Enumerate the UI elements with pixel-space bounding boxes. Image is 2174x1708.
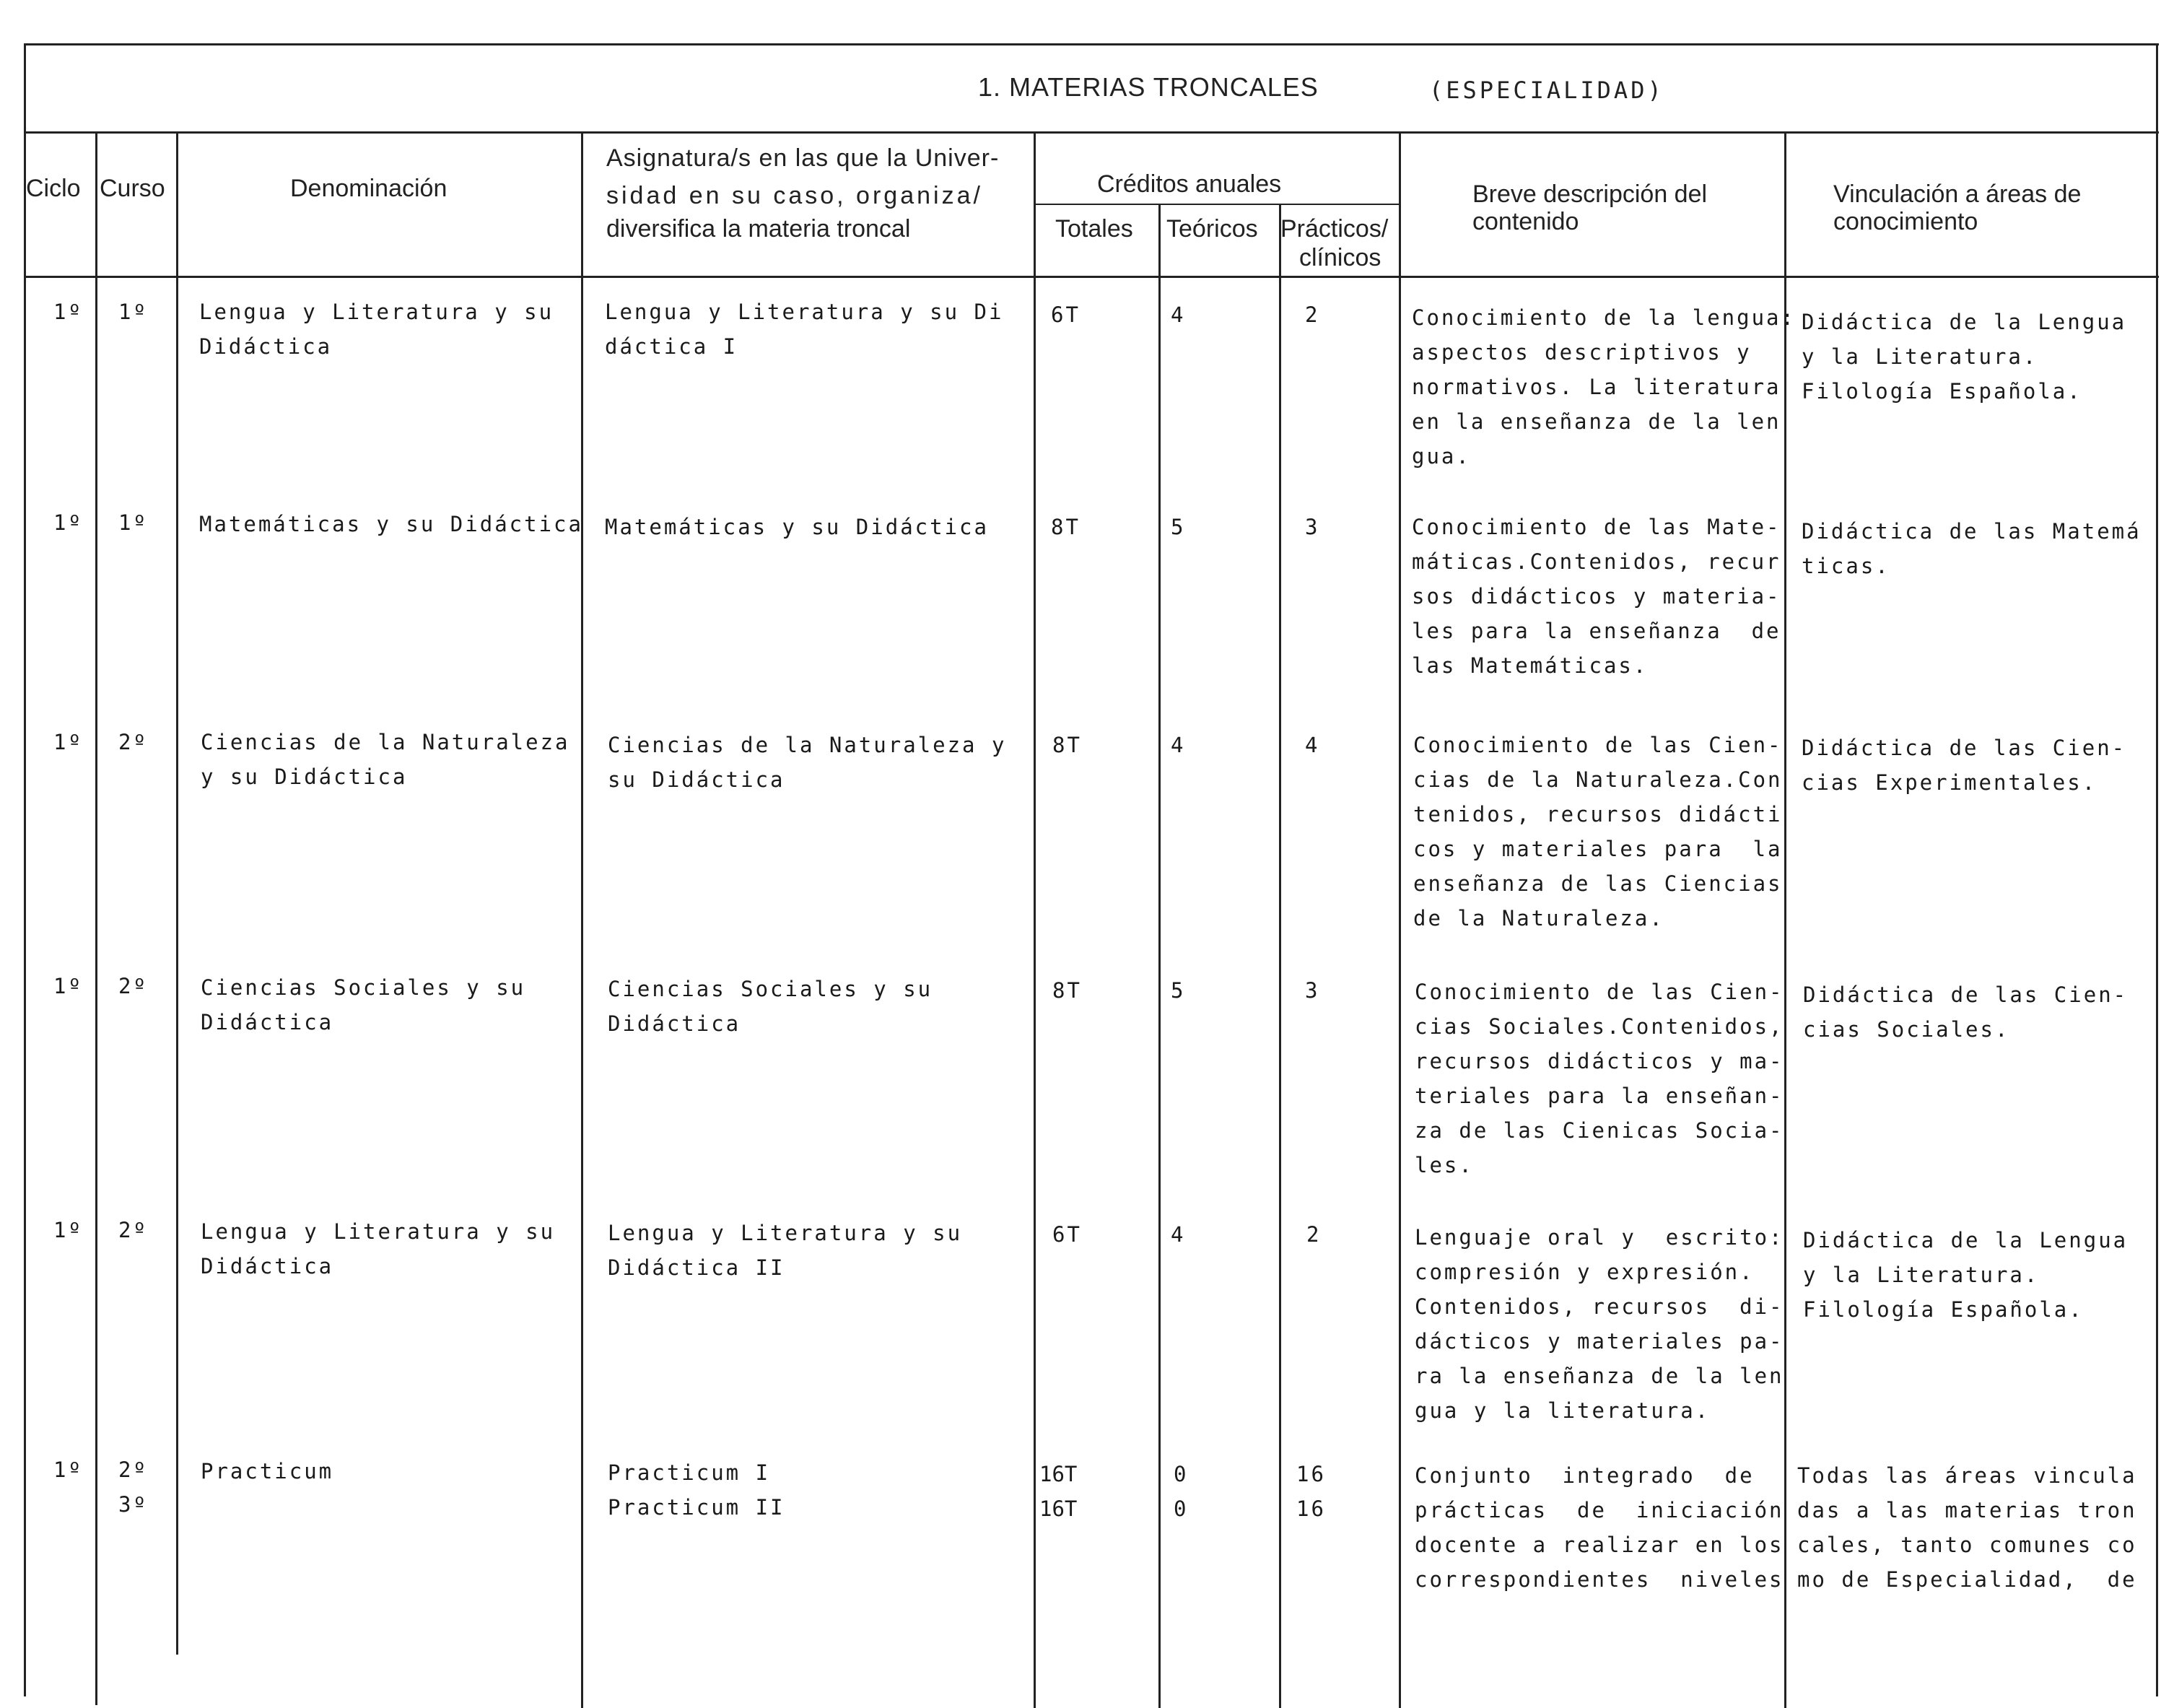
row-ciclo: 1º	[53, 300, 83, 324]
row-asignatura: Ciencias Sociales y su	[608, 977, 933, 1001]
row-descripcion: Lenguaje oral y escrito:	[1415, 1225, 1784, 1250]
row-curso: 2º	[118, 974, 148, 998]
row-vinculacion: das a las materias tron	[1797, 1498, 2137, 1522]
row-denominacion: Practicum	[201, 1459, 334, 1483]
row-practicos: 3	[1305, 978, 1320, 1003]
row-descripcion: máticas.Contenidos, recur	[1412, 549, 1781, 574]
row-asignatura: Matemáticas y su Didáctica	[605, 515, 989, 539]
col-divider-curso	[95, 131, 97, 1705]
header-descripcion-line: contenido	[1472, 208, 1579, 235]
header-asignaturas-line: sidad en su caso, organiza/	[606, 182, 983, 209]
header-vinculacion-line: Vinculación a áreas de	[1833, 180, 2082, 208]
row-denominacion: Lengua y Literatura y su	[201, 1219, 556, 1244]
row-vinculacion: Didáctica de las Matemá	[1802, 519, 2142, 544]
row-vinculacion: Todas las áreas vincula	[1797, 1463, 2137, 1488]
row-curso: 2º	[118, 1458, 148, 1482]
col-divider-vinculacion	[1784, 131, 1786, 1708]
row-descripcion: cias Sociales.Contenidos,	[1415, 1014, 1784, 1039]
header-practicos-line: Prácticos/	[1280, 215, 1389, 243]
row-practicos: 3	[1305, 515, 1320, 539]
col-divider-creditos	[1034, 131, 1036, 1708]
row-descripcion: Conocimiento de las Cien-	[1413, 733, 1783, 757]
row-descripcion: les.	[1415, 1153, 1474, 1177]
row-teoricos: 0	[1174, 1462, 1189, 1486]
row-ciclo: 1º	[53, 510, 83, 535]
row-vinculacion: cias Sociales.	[1803, 1017, 2010, 1042]
row-asignatura: Didáctica	[608, 1011, 741, 1036]
row-vinculacion: y la Literatura.	[1802, 344, 2038, 369]
table-right-border	[2156, 43, 2158, 1696]
row-descripcion: Conocimiento de la lengua:	[1412, 305, 1796, 330]
row-descripcion: dácticos y materiales pa-	[1415, 1329, 1784, 1354]
row-teoricos: 5	[1171, 515, 1186, 539]
row-practicos: 2	[1306, 1222, 1322, 1247]
row-vinculacion: Didáctica de las Cien-	[1803, 982, 2129, 1007]
row-descripcion: tenidos, recursos didácti	[1413, 802, 1783, 827]
col-divider-teoricos	[1158, 204, 1161, 1708]
row-denominacion: Ciencias de la Naturaleza	[201, 730, 570, 754]
row-ciclo: 1º	[53, 974, 83, 998]
page-subtitle: (ESPECIALIDAD)	[1429, 77, 1664, 104]
row-denominacion: Didáctica	[199, 334, 333, 359]
row-denominacion: Didáctica	[201, 1010, 334, 1034]
header-vinculacion-line: conocimiento	[1833, 208, 1978, 235]
row-descripcion: docente a realizar en los	[1415, 1533, 1784, 1557]
header-asignaturas-line: diversifica la materia troncal	[606, 215, 911, 243]
header-creditos: Créditos anuales	[1097, 170, 1282, 198]
row-descripcion: aspectos descriptivos y	[1412, 340, 1752, 365]
row-denominacion: Didáctica	[201, 1254, 334, 1278]
row-descripcion: enseñanza de las Ciencias	[1413, 871, 1783, 896]
row-practicos: 16	[1296, 1462, 1326, 1486]
row-descripcion: normativos. La literatura	[1412, 375, 1781, 399]
row-vinculacion: mo de Especialidad, de	[1797, 1567, 2137, 1592]
row-denominacion: Ciencias Sociales y su	[201, 975, 526, 1000]
row-vinculacion: y la Literatura.	[1803, 1263, 2040, 1287]
row-descripcion: ra la enseñanza de la len	[1415, 1364, 1784, 1388]
row-ciclo: 1º	[53, 730, 83, 754]
header-totales: Totales	[1055, 215, 1133, 243]
row-descripcion: Conocimiento de las Mate-	[1412, 515, 1781, 539]
header-practicos-line: clínicos	[1299, 244, 1381, 271]
header-descripcion-line: Breve descripción del	[1472, 180, 1708, 208]
row-teoricos: 5	[1171, 978, 1186, 1003]
table-top-border	[24, 43, 2159, 45]
row-descripcion: teriales para la enseñan-	[1415, 1084, 1784, 1108]
header-teoricos: Teóricos	[1166, 215, 1258, 243]
row-teoricos: 0	[1174, 1496, 1189, 1521]
row-practicos: 4	[1305, 733, 1320, 757]
row-descripcion: de la Naturaleza.	[1413, 906, 1664, 931]
row-ciclo: 1º	[53, 1218, 83, 1242]
col-divider-practicos	[1279, 204, 1281, 1708]
row-curso: 3º	[118, 1492, 148, 1517]
row-descripcion: gua.	[1412, 444, 1471, 469]
col-divider-asignatura	[581, 131, 583, 1708]
row-descripcion: prácticas de iniciación	[1415, 1498, 1784, 1522]
row-descripcion: sos didácticos y materia-	[1412, 584, 1781, 609]
creditos-divider	[1034, 204, 1399, 205]
row-descripcion: za de las Cienicas Socia-	[1415, 1118, 1784, 1143]
row-totales: 8T	[1052, 733, 1082, 757]
row-descripcion: Contenidos, recursos di-	[1415, 1294, 1784, 1319]
row-vinculacion: Didáctica de la Lengua	[1802, 310, 2127, 334]
row-practicos: 16	[1296, 1496, 1326, 1521]
col-divider-descripcion	[1399, 131, 1401, 1708]
header-curso: Curso	[100, 175, 165, 202]
col-divider-denominacion	[176, 131, 178, 1655]
row-asignatura: Lengua y Literatura y su	[608, 1221, 963, 1245]
row-descripcion: les para la enseñanza de	[1412, 619, 1781, 643]
row-curso: 1º	[118, 510, 148, 535]
row-descripcion: compresión y expresión.	[1415, 1260, 1755, 1284]
row-totales: 16T	[1039, 1462, 1078, 1486]
row-totales: 6T	[1052, 1222, 1082, 1247]
header-asignaturas-line: Asignatura/s en las que la Univer-	[606, 144, 1000, 172]
row-descripcion: cias de la Naturaleza.Con	[1413, 767, 1783, 792]
row-asignatura: su Didáctica	[608, 767, 785, 792]
row-curso: 2º	[118, 1218, 148, 1242]
title-bottom-border	[24, 131, 2159, 134]
row-descripcion: correspondientes niveles	[1415, 1567, 1784, 1592]
row-vinculacion: ticas.	[1802, 554, 1890, 578]
row-asignatura: Practicum II	[608, 1495, 785, 1520]
row-asignatura: dáctica I	[605, 334, 738, 359]
row-descripcion: las Matemáticas.	[1412, 653, 1649, 678]
row-vinculacion: cales, tanto comunes co	[1797, 1533, 2137, 1557]
row-descripcion: Conjunto integrado de	[1415, 1463, 1755, 1488]
row-vinculacion: Filología Española.	[1802, 379, 2082, 404]
row-totales: 8T	[1052, 978, 1082, 1003]
row-denominacion: y su Didáctica	[201, 764, 408, 789]
row-descripcion: recursos didácticos y ma-	[1415, 1049, 1784, 1073]
row-descripcion: en la enseñanza de la len	[1412, 409, 1781, 434]
row-ciclo: 1º	[53, 1458, 83, 1482]
row-vinculacion: cias Experimentales.	[1802, 770, 2097, 795]
row-asignatura: Practicum I	[608, 1460, 771, 1485]
row-asignatura: Lengua y Literatura y su Di	[605, 300, 1004, 324]
row-curso: 1º	[118, 300, 148, 324]
row-curso: 2º	[118, 730, 148, 754]
header-ciclo: Ciclo	[26, 175, 81, 202]
table-left-border	[24, 43, 26, 1696]
row-asignatura: Ciencias de la Naturaleza y	[608, 733, 1007, 757]
row-descripcion: gua y la literatura.	[1415, 1398, 1711, 1423]
row-teoricos: 4	[1171, 302, 1186, 327]
row-teoricos: 4	[1171, 733, 1186, 757]
page-title: 1. MATERIAS TRONCALES	[978, 72, 1319, 102]
row-totales: 6T	[1051, 302, 1081, 327]
row-vinculacion: Didáctica de la Lengua	[1803, 1228, 2129, 1252]
row-denominacion: Lengua y Literatura y su	[199, 300, 554, 324]
row-descripcion: Conocimiento de las Cien-	[1415, 980, 1784, 1004]
header-denominacion: Denominación	[290, 175, 448, 202]
row-practicos: 2	[1305, 302, 1320, 327]
row-teoricos: 4	[1171, 1222, 1186, 1247]
row-denominacion: Matemáticas y su Didáctica	[199, 512, 583, 536]
header-bottom-border	[24, 276, 2159, 278]
row-vinculacion: Filología Española.	[1803, 1297, 2084, 1322]
row-totales: 16T	[1039, 1496, 1078, 1521]
row-descripcion: cos y materiales para la	[1413, 837, 1783, 861]
row-vinculacion: Didáctica de las Cien-	[1802, 736, 2127, 760]
row-totales: 8T	[1051, 515, 1081, 539]
row-asignatura: Didáctica II	[608, 1255, 785, 1280]
